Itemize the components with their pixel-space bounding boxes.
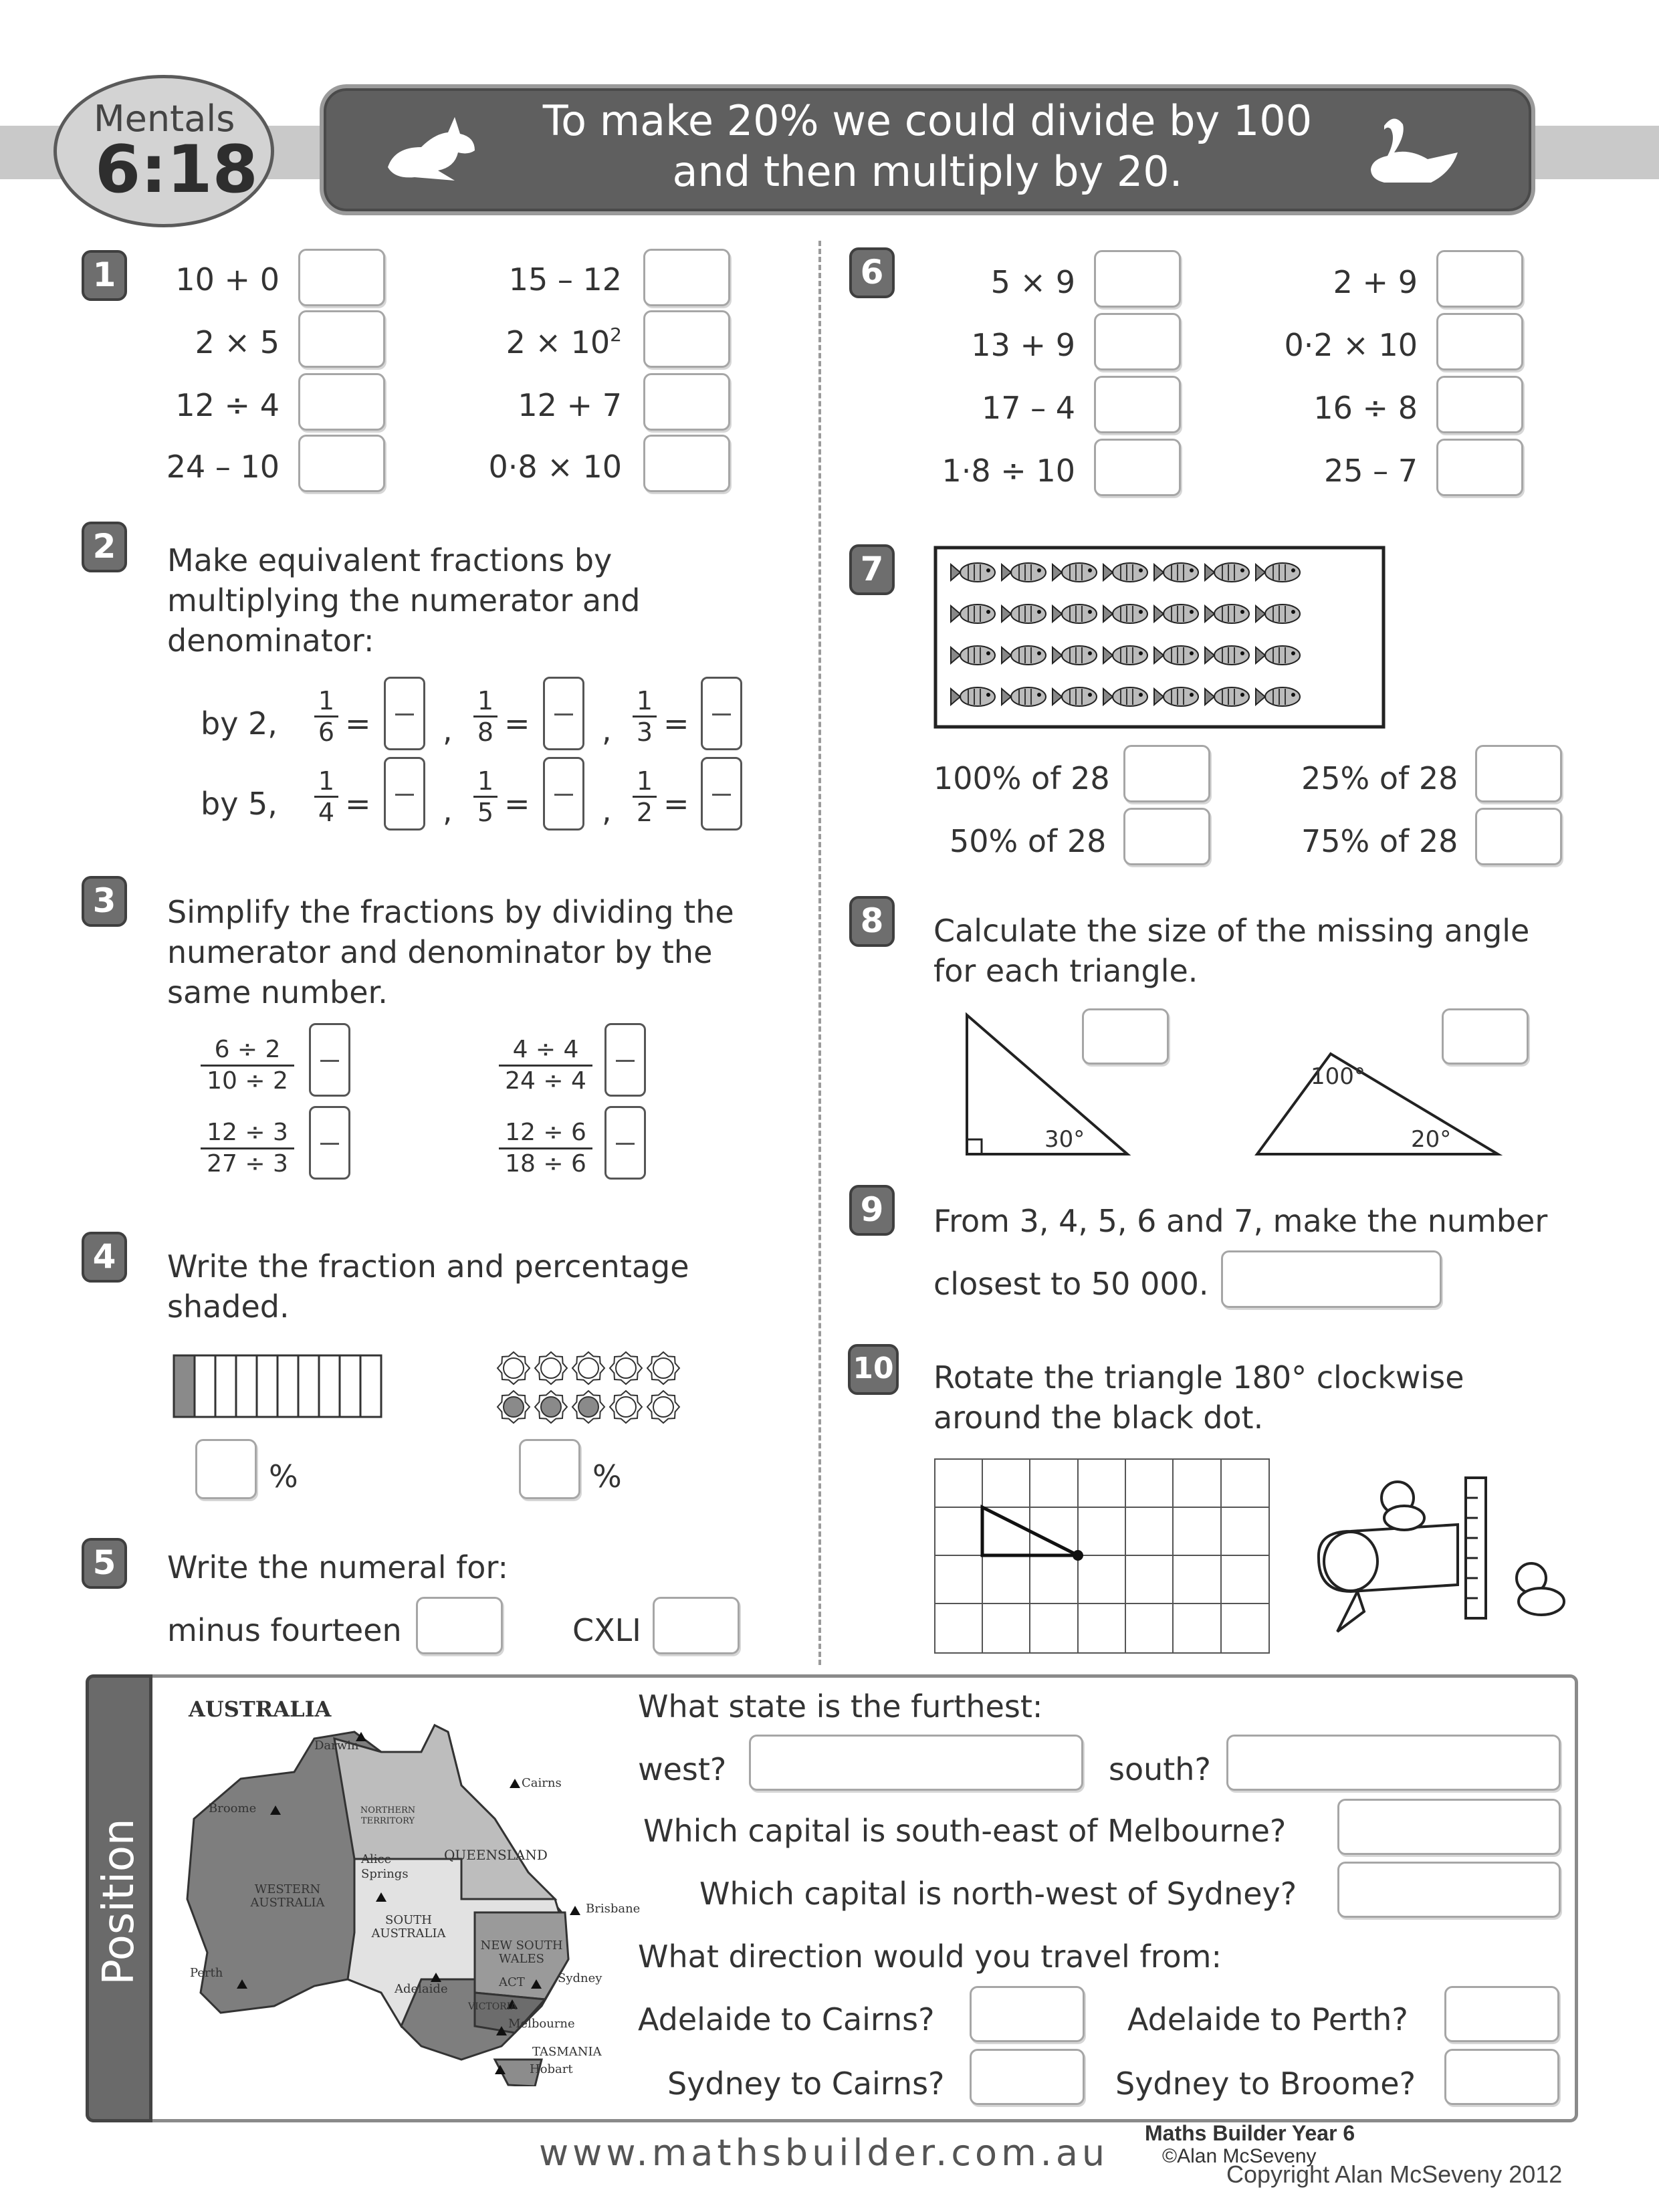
q6-right-2: 0·2 × 10: [1284, 327, 1418, 363]
map-perth: Perth: [190, 1966, 223, 1980]
q5-item-2: CXLI: [572, 1612, 641, 1648]
q3-answer-box-2[interactable]: [604, 1023, 646, 1097]
q1-answer-box-3[interactable]: [298, 373, 385, 431]
q1-exponent: 2: [610, 324, 622, 346]
q6-right-4: 25 – 7: [1323, 453, 1418, 489]
q2-fraction-3: $\frac{1}{3}$: [633, 686, 657, 747]
q5-answer-box-1[interactable]: [416, 1597, 503, 1654]
gear-icon: [610, 1391, 642, 1423]
bar-cell: [278, 1355, 298, 1417]
q4-percent-sign-2: %: [592, 1458, 622, 1495]
q5-instruction: Write the numeral for:: [167, 1549, 509, 1585]
q8-angle-30: 30°: [1044, 1126, 1085, 1153]
q1-left-4: 24 – 10: [166, 449, 280, 485]
bar-cell: [360, 1355, 381, 1417]
q2-equals-5: =: [504, 786, 530, 822]
q2-equals-1: =: [345, 705, 371, 742]
q2-equals-4: =: [345, 786, 371, 822]
pos-adl-perth-box[interactable]: [1444, 1986, 1559, 2042]
gear-icon: [647, 1352, 679, 1384]
obtuse-triangle: [1250, 1043, 1505, 1164]
shaded-bar: [171, 1353, 386, 1419]
q6-left-3: 17 – 4: [981, 390, 1075, 426]
fish-array: [933, 546, 1388, 732]
q1-answer-box-6[interactable]: [643, 310, 730, 368]
q6-answer-box-4[interactable]: [1094, 439, 1181, 496]
bar-cell: [236, 1355, 257, 1417]
gear-icon: [572, 1391, 604, 1423]
q2-answer-box-3[interactable]: [701, 677, 742, 750]
q6-answer-box-5[interactable]: [1436, 250, 1523, 308]
q1-answer-box-5[interactable]: [643, 249, 730, 306]
q4-percent-box-1[interactable]: [195, 1439, 257, 1499]
question-number-10: 10: [848, 1344, 899, 1395]
question-number-5: 5: [82, 1538, 127, 1589]
q1-right-3: 12 + 7: [518, 387, 622, 423]
gear-icon: [497, 1391, 530, 1423]
q1-right-1: 15 – 12: [508, 261, 622, 298]
q3-answer-box-4[interactable]: [604, 1106, 646, 1180]
q2-answer-box-4[interactable]: [384, 757, 425, 831]
pos-adl-cairns-box[interactable]: [970, 1986, 1085, 2042]
q3-answer-box-1[interactable]: [309, 1023, 350, 1097]
map-title: AUSTRALIA: [189, 1696, 332, 1722]
pos-west: west?: [638, 1751, 727, 1787]
pos-nw-sydney: Which capital is north-west of Sydney?: [699, 1876, 1297, 1912]
q3-fraction-2: $\frac{4 \div 4}{24 \div 4}$: [499, 1035, 592, 1096]
map-alice: Alice Springs: [361, 1852, 409, 1881]
q2-comma-4: ,: [443, 792, 453, 828]
map-nt: NORTHERN TERRITORY: [360, 1805, 416, 1826]
pos-south-box[interactable]: [1226, 1735, 1561, 1791]
q1-right-2: $2 \times 10^2$: [506, 324, 622, 360]
q4-percent-sign-1: %: [269, 1458, 298, 1495]
rotation-grid: [933, 1458, 1275, 1658]
pos-adl-cairns: Adelaide to Cairns?: [638, 2001, 935, 2037]
q7-item-2: 25% of 28: [1301, 760, 1458, 796]
pos-syd-cairns: Sydney to Cairns?: [667, 2066, 945, 2102]
q3-fraction-4: $\frac{12 \div 6}{18 \div 6}$: [499, 1118, 592, 1179]
q9-line-1: From 3, 4, 5, 6 and 7, make the number: [933, 1203, 1548, 1239]
q1-answer-box-1[interactable]: [298, 249, 385, 306]
question-number-3: 3: [82, 876, 127, 927]
q8-angle-20: 20°: [1411, 1126, 1452, 1153]
q6-answer-box-2[interactable]: [1094, 313, 1181, 370]
map-sa: SOUTH AUSTRALIA: [371, 1913, 446, 1941]
pos-adl-perth: Adelaide to Perth?: [1127, 2001, 1408, 2037]
bar-cell: [215, 1355, 236, 1417]
gear-icon: [535, 1391, 567, 1423]
q2-comma-2: ,: [602, 712, 612, 748]
map-broome: Broome: [209, 1801, 257, 1815]
q3-fraction-1: $\frac{6 \div 2}{10 \div 2}$: [201, 1035, 294, 1096]
q4-percent-box-2[interactable]: [519, 1439, 580, 1499]
q2-row2-label: by 5,: [201, 786, 278, 822]
q9-line-2: closest to 50 000.: [933, 1266, 1209, 1302]
q1-answer-box-2[interactable]: [298, 310, 385, 368]
footer-author: ©Alan McSeveny: [1162, 2145, 1317, 2167]
q2-equals-3: =: [663, 705, 689, 742]
cartoon-illustration: [1311, 1471, 1591, 1652]
map-act: ACT: [499, 1975, 525, 1989]
q2-instruction: Make equivalent fractions by multiplying the numerator and denominator:: [167, 542, 641, 659]
q6-left-4: 1·8 ÷ 10: [942, 453, 1075, 489]
bar-cell: [257, 1355, 278, 1417]
q5-item-1: minus fourteen: [167, 1612, 402, 1648]
tip-line-2: and then multiply by 20.: [672, 147, 1183, 196]
bar-cell: [319, 1355, 340, 1417]
bar-cell: [195, 1355, 215, 1417]
q10-instruction: Rotate the triangle 180° clockwise around the black dot.: [933, 1359, 1464, 1436]
map-qld: QUEENSLAND: [444, 1847, 548, 1863]
q2-comma-1: ,: [443, 712, 453, 748]
column-divider: [818, 241, 822, 1665]
q2-answer-box-6[interactable]: [701, 757, 742, 831]
q6-right-3: 16 ÷ 8: [1313, 390, 1418, 426]
q8-angle-100: 100°: [1311, 1063, 1365, 1090]
swan-icon: [1364, 112, 1464, 193]
q2-row1-label: by 2,: [201, 705, 278, 742]
map-hobart: Hobart: [530, 2062, 573, 2076]
q6-answer-box-7[interactable]: [1436, 376, 1523, 433]
map-cairns: Cairns: [522, 1776, 562, 1790]
q4-instruction: Write the fraction and percentage shaded.: [167, 1248, 689, 1325]
q2-fraction-5: $\frac{1}{5}$: [473, 766, 497, 827]
footer-copyright: Copyright Alan McSeveny 2012: [1226, 2161, 1563, 2188]
map-vic: VICTORIA: [468, 2001, 518, 2012]
question-number-6: 6: [849, 247, 895, 298]
gear-icon: [497, 1352, 530, 1384]
q2-answer-box-2[interactable]: [543, 677, 584, 750]
q1-answer-box-7[interactable]: [643, 373, 730, 431]
pos-se-melbourne-box[interactable]: [1337, 1799, 1561, 1855]
q1-left-3: 12 ÷ 4: [175, 387, 280, 423]
q9-answer-box[interactable]: [1221, 1250, 1442, 1308]
q2-equals-2: =: [504, 705, 530, 742]
q3-instruction: Simplify the fractions by dividing the numerator and denominator by the same number.: [167, 894, 734, 1010]
q6-right-1: 2 + 9: [1333, 264, 1418, 300]
q1-left-2: 2 × 5: [195, 324, 280, 360]
tip-line-1: To make 20% we could divide by 100: [542, 96, 1313, 145]
gear-icon: [535, 1352, 567, 1384]
bar-cell: [298, 1355, 319, 1417]
question-number-8: 8: [849, 896, 895, 947]
pos-nw-sydney-box[interactable]: [1337, 1862, 1561, 1918]
rabbit-icon: [374, 114, 488, 187]
pos-syd-broome-box[interactable]: [1444, 2049, 1559, 2105]
map-sydney: Sydney: [558, 1971, 602, 1985]
question-number-9: 9: [849, 1185, 895, 1236]
q2-fraction-2: $\frac{1}{8}$: [473, 686, 497, 747]
map-darwin: Darwin: [314, 1739, 359, 1753]
q2-answer-box-5[interactable]: [543, 757, 584, 831]
q2-answer-box-1[interactable]: [384, 677, 425, 750]
map-brisbane: Brisbane: [586, 1902, 641, 1916]
q6-answer-box-6[interactable]: [1436, 313, 1523, 370]
shaded-gears: [495, 1348, 695, 1428]
q1-answer-box-8[interactable]: [643, 435, 730, 492]
map-nsw: NEW SOUTH WALES: [480, 1939, 563, 1966]
q1-right-4: 0·8 × 10: [488, 449, 622, 485]
q7-answer-box-4[interactable]: [1475, 808, 1562, 865]
question-number-2: 2: [82, 522, 127, 572]
q5-answer-box-2[interactable]: [653, 1597, 740, 1654]
q1-left-1: 10 + 0: [175, 261, 280, 298]
pos-direction: What direction would you travel from:: [638, 1939, 1222, 1975]
q2-fraction-4: $\frac{1}{4}$: [314, 766, 338, 827]
map-wa: WESTERN AUSTRALIA: [250, 1882, 325, 1910]
q1-answer-box-4[interactable]: [298, 435, 385, 492]
q3-answer-box-3[interactable]: [309, 1106, 350, 1180]
q7-answer-box-2[interactable]: [1475, 745, 1562, 802]
map-melbourne: Melbourne: [508, 2017, 575, 2031]
q3-fraction-3: $\frac{12 \div 3}{27 \div 3}$: [201, 1118, 294, 1179]
map-tas: TASMANIA: [532, 2045, 602, 2059]
bar-cell: [340, 1355, 360, 1417]
q7-answer-box-3[interactable]: [1123, 808, 1210, 865]
q6-left-1: 5 × 9: [990, 264, 1075, 300]
q2-fraction-6: $\frac{1}{2}$: [633, 766, 657, 827]
q6-answer-box-3[interactable]: [1094, 376, 1181, 433]
q6-answer-box-1[interactable]: [1094, 250, 1181, 308]
q7-item-1: 100% of 28: [933, 760, 1110, 796]
map-adelaide: Adelaide: [395, 1982, 448, 1996]
gear-icon: [610, 1352, 642, 1384]
pos-furthest: What state is the furthest:: [638, 1688, 1043, 1725]
q6-answer-box-8[interactable]: [1436, 439, 1523, 496]
pos-south: south?: [1109, 1751, 1211, 1787]
position-label: Position: [94, 1818, 144, 1985]
mentals-number: 6:18: [95, 132, 258, 208]
pos-west-box[interactable]: [749, 1735, 1083, 1791]
q2-comma-5: ,: [602, 792, 612, 828]
q7-item-4: 75% of 28: [1301, 823, 1458, 859]
question-number-4: 4: [82, 1232, 127, 1283]
bar-cell: [174, 1355, 195, 1417]
footer-book: Maths Builder Year 6: [1145, 2121, 1355, 2145]
q7-item-3: 50% of 28: [950, 823, 1107, 859]
q2-fraction-1: $\frac{1}{6}$: [314, 686, 338, 747]
gear-icon: [572, 1352, 604, 1384]
q6-left-2: 13 + 9: [971, 327, 1075, 363]
q8-instruction: Calculate the size of the missing angle for each triangle.: [933, 913, 1530, 989]
pos-syd-broome: Sydney to Broome?: [1115, 2066, 1416, 2102]
q7-answer-box-1[interactable]: [1123, 745, 1210, 802]
question-number-7: 7: [849, 544, 895, 595]
pos-se-melbourne: Which capital is south-east of Melbourne?: [643, 1813, 1287, 1849]
q2-equals-6: =: [663, 786, 689, 822]
footer-website: www.mathsbuilder.com.au: [539, 2132, 1109, 2174]
mentals-label: Mentals: [94, 98, 235, 140]
pos-syd-cairns-box[interactable]: [970, 2049, 1085, 2105]
question-number-1: 1: [82, 250, 127, 301]
gear-icon: [647, 1391, 679, 1423]
